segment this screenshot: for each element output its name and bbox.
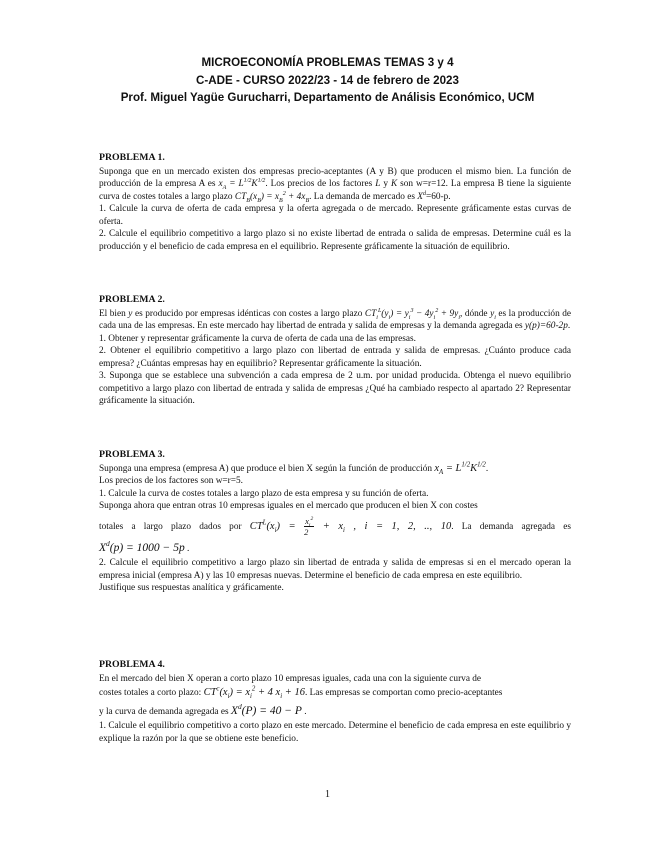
factor-k: K (390, 179, 398, 189)
aggregate-demand: y(p)=60-2p (524, 321, 568, 331)
document-header (0, 54, 655, 107)
problem-3-suppose: Suponga ahora que entran otras 10 empresas iguales en el mercado que producen el bien X con costes (99, 501, 478, 511)
problem-2-statement: El bien y es producido por empresas idénticas con costes a largo plazo $CT_i^L(y_i) = y_i^3 - 4y_i^2 + 9y_i$, dónde $y_i$ es la producción de cada una de las empresas. En este mercado hay libertad de entrada y salida de empresas y la demanda agregada es y(p)=60-2p. (99, 307, 572, 331)
problem-4-cost-line: costes totales a corto plazo: $CT^c(x_i) = x_i^2 + 4$ $x_i + 16$. Las empresas se comportan como precio-aceptantes (99, 685, 503, 701)
problem-2-title: PROBLEMA 2. (99, 294, 165, 305)
problem-3-demand: $X^d(p) = 1000 - 5p$ . (99, 538, 190, 554)
header-title: MICROECONOMÍA PROBLEMAS TEMAS 3 y 4 (201, 56, 454, 69)
problem-4-demand-line: y la curva de demanda agregada es $X^d(P) = 40 - P$ . (99, 701, 307, 717)
problem-4-title: PROBLEMA 4. (99, 659, 165, 670)
problem-3-prices: Los precios de los factores son w=r=5. (99, 476, 243, 486)
demand-function-3: $X^d(p) = 1000 - 5p$ (99, 538, 185, 554)
problem-3-title: PROBLEMA 3. (99, 449, 165, 460)
production-function-3: $x_A = L^{1/2}K^{1/2}$ (434, 461, 486, 476)
problem-2-q1: 1. Obtener y representar gráficamente la curva de oferta de cada una de las empresas. (99, 333, 416, 344)
problem-2-q3: 3. Suponga que se establece una subvención a cada empresa de 2 u.m. por unidad producida. Obtenga el nuevo equilibrio competitivo a largo plazo con libertad de entrada y salida de empresas ¿Qué ha cambiado respecto al apartado 2? Representar gráficamente la situación. (99, 371, 571, 406)
problem-3-q1: 1. Calcule la curva de costes totales a largo plazo de esta empresa y su función de oferta. (99, 488, 429, 499)
problem-3-cost-line: totales a largo plazo dados por $CT^L(x_i)$ = $\frac{x_i^2}{2}$ + $x_i$ , i = 1, 2, .., 10. La demanda agregada es (99, 515, 572, 537)
demand-function-4: $X^d(P) = 40 - P$ (230, 701, 302, 717)
problem-4-intro: En el mercado del bien X operan a corto plazo 10 empresas iguales, cada una con la siguiente curva de (99, 673, 482, 684)
cost-function-b: $CT_B(x_B) = x_B^2 + 4x_B$ (234, 190, 310, 204)
page-number: 1 (325, 789, 330, 800)
header-professor: Prof. Miguel Yagüe Gurucharri, Departamento de Análisis Económico, UCM (120, 91, 535, 104)
problem-1-title: PROBLEMA 1. (99, 152, 165, 163)
problem-2 (99, 294, 571, 408)
problem-2-q2: 2. Obtener el equilibrio competitivo a largo plazo con libertad de entrada y salida de empresas. ¿Cuánto produce cada empresa? ¿Cuántas empresas hay en equilibrio? Representar gráficamente la situación. (99, 346, 571, 369)
header-course: C-ADE - CURSO 2022/23 - 14 de febrero de 2023 (196, 73, 459, 87)
problem-3-statement: Suponga una empresa (empresa A) que produce el bien X según la función de producción $x_A = L^{1/2}K^{1/2}$. (99, 461, 489, 476)
cost-function-3: $CT^L(x_i)$ = $\frac{x_i^2}{2}$ + $x_i$ , i = 1, 2, .., 10 (249, 515, 452, 537)
problem-1 (99, 152, 571, 253)
short-run-cost-function: $CT^c(x_i) = x_i^2 + 4$ $x_i + 16$ (203, 685, 305, 701)
problem-3-q2: 2. Calcule el equilibrio competitivo a largo plazo sin libertad de entrada y salida de empresas si en el mercado operan la empresa inicial (empresa A) y las 10 empresas nuevas. Determine el beneficio de cada empresa en este equilibrio. (99, 558, 571, 581)
problem-4-q1: 1. Calcule el equilibrio competitivo a corto plazo en este mercado. Determine el beneficio de cada empresa en este equilibrio y explique la razón por la que se obtiene este beneficio. (99, 721, 571, 744)
problem-1-q1: 1. Calcule la curva de oferta de cada empresa y la oferta agregada o de mercado. Represente gráficamente estas curvas de oferta. (99, 204, 571, 227)
problem-3 (99, 449, 571, 595)
problem-4 (99, 659, 571, 745)
problem-3-justify: Justifique sus respuestas analítica y gráficamente. (99, 583, 284, 593)
production-function-a: $x_A = L^{1/2}K^{1/2}$ (218, 177, 266, 191)
problem-1-q2: 2. Calcule el equilibrio competitivo a largo plazo si no existe libertad de entrada o salida de empresas. Determine cuál es la producción y el beneficio de cada empresa en el equilibrio. Represente gráficamente la situación de equilibrio. (99, 229, 571, 252)
demand-symbol: $X^d$ (417, 190, 426, 202)
problem-1-statement: Suponga que en un mercado existen dos empresas precio-aceptantes (A y B) que producen el mismo bien. La función de producción de la empresa A es $x_A = L^{1/2}K^{1/2}$. Los precios de los factores L y K son w=r=12. La empresa B tiene la siguiente curva de costes totales a largo plazo $CT_B(x_B) = x_B^2 + 4x_B$. La demanda de mercado es $X^d=60-p$. (99, 166, 572, 204)
factor-l: L (375, 179, 381, 189)
long-run-cost-function: $CT_i^L(y_i) = y_i^3 - 4y_i^2 + 9y_i$ (364, 307, 460, 321)
